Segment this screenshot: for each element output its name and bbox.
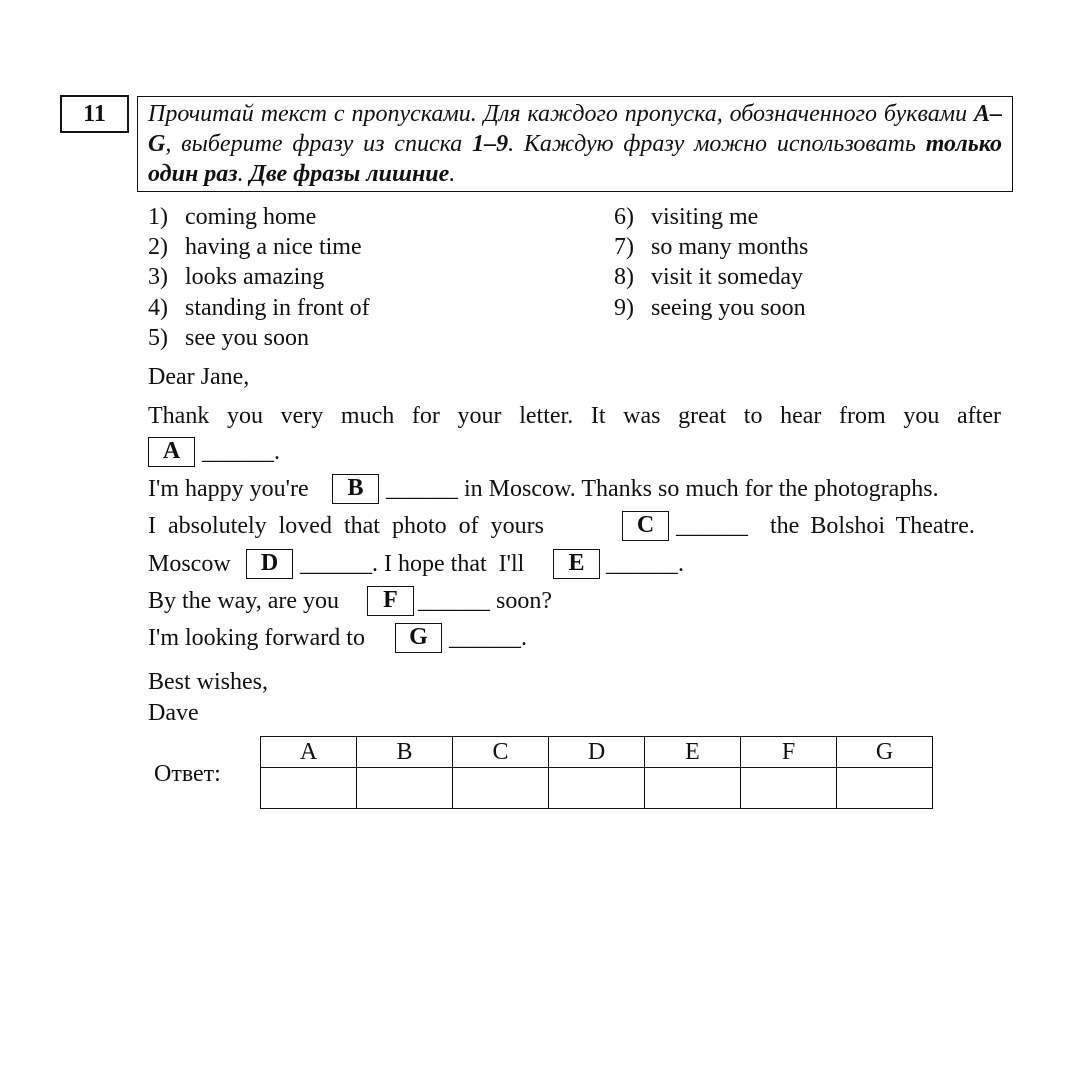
answer-cell-d[interactable] <box>549 768 645 809</box>
letter-line: I absolutely loved that photo of yours <box>148 513 544 539</box>
answer-col-header: C <box>453 737 549 768</box>
option-number: 7) <box>614 234 634 260</box>
answer-cell-f[interactable] <box>741 768 837 809</box>
option-text: see you soon <box>185 325 309 351</box>
letter-line: Moscow <box>148 551 231 577</box>
option-number: 6) <box>614 204 634 230</box>
option-text: seeing you soon <box>651 295 806 321</box>
answer-col-header: D <box>549 737 645 768</box>
letter-greeting: Dear Jane, <box>148 364 250 390</box>
letter-line: ______ <box>676 513 748 539</box>
gap-box-b: B <box>332 474 379 504</box>
option-number: 8) <box>614 264 634 290</box>
option-item <box>614 294 806 322</box>
option-number: 1) <box>148 204 168 230</box>
answer-col-header: A <box>261 737 357 768</box>
letter-line: I'm looking forward to <box>148 625 365 651</box>
task-number: 11 <box>60 95 129 133</box>
option-text: visit it someday <box>651 264 803 290</box>
instr-text: . <box>237 161 250 187</box>
letter-signature: Dave <box>148 700 199 726</box>
option-item <box>614 203 758 231</box>
letter-line: ______. <box>606 551 684 577</box>
gap-box-f: F <box>367 586 414 616</box>
option-text: standing in front of <box>185 295 370 321</box>
instr-bold: 1–9 <box>472 131 509 157</box>
option-number: 9) <box>614 295 634 321</box>
option-text: having a nice time <box>185 234 362 260</box>
letter-line: I'm happy you're <box>148 476 309 502</box>
answer-input-row <box>261 768 933 809</box>
gap-box-g: G <box>395 623 442 653</box>
answer-cell-g[interactable] <box>837 768 933 809</box>
letter-line: ______ in Moscow. Thanks so much for the photographs. <box>386 476 939 502</box>
letter-line: the Bolshoi Theatre. <box>770 513 975 539</box>
answer-col-header: F <box>741 737 837 768</box>
answer-header-row <box>261 737 933 768</box>
option-text: so many months <box>651 234 809 260</box>
option-item <box>614 263 803 291</box>
instr-bold: Две фразы лишние <box>249 161 450 187</box>
letter-line: By the way, are you <box>148 588 340 614</box>
option-text: coming home <box>185 204 317 230</box>
letter-line: ______. <box>202 439 280 465</box>
letter-line: ______. I hope that I'll <box>300 551 525 577</box>
gap-box-e: E <box>553 549 600 579</box>
answer-table <box>260 736 933 809</box>
option-item <box>614 233 808 261</box>
option-number: 3) <box>148 264 168 290</box>
gap-box-a: A <box>148 437 195 467</box>
answer-col-header: E <box>645 737 741 768</box>
option-item <box>148 203 316 231</box>
instr-text: . Каждую фразу можно использовать <box>508 131 926 157</box>
letter-closing: Best wishes, <box>148 669 268 695</box>
letter-line: Thank you very much for your letter. It was great to hear from you after <box>148 403 1001 429</box>
answer-cell-b[interactable] <box>357 768 453 809</box>
instr-bold: A–G <box>148 101 1002 157</box>
option-number: 4) <box>148 295 168 321</box>
instr-text: . <box>449 161 456 187</box>
answer-cell-e[interactable] <box>645 768 741 809</box>
option-item <box>148 233 362 261</box>
letter-line: ______ soon? <box>418 588 552 614</box>
option-number: 5) <box>148 325 168 351</box>
instr-text: , выберите фразу из списка <box>165 131 473 157</box>
answer-label: Ответ: <box>154 761 221 787</box>
option-text: looks amazing <box>185 264 325 290</box>
option-item <box>148 294 370 322</box>
answer-cell-c[interactable] <box>453 768 549 809</box>
option-number: 2) <box>148 234 168 260</box>
answer-col-header: B <box>357 737 453 768</box>
task-instruction <box>137 96 1013 192</box>
option-item <box>148 263 324 291</box>
gap-box-d: D <box>246 549 293 579</box>
option-text: visiting me <box>651 204 759 230</box>
gap-box-c: C <box>622 511 669 541</box>
option-item <box>148 324 309 352</box>
answer-col-header: G <box>837 737 933 768</box>
letter-line: ______. <box>449 625 527 651</box>
answer-cell-a[interactable] <box>261 768 357 809</box>
instr-text: Прочитай текст с пропусками. Для каждого пропуска, обозначенного буквами <box>148 101 974 127</box>
instr-bold: только один раз <box>148 131 1002 187</box>
